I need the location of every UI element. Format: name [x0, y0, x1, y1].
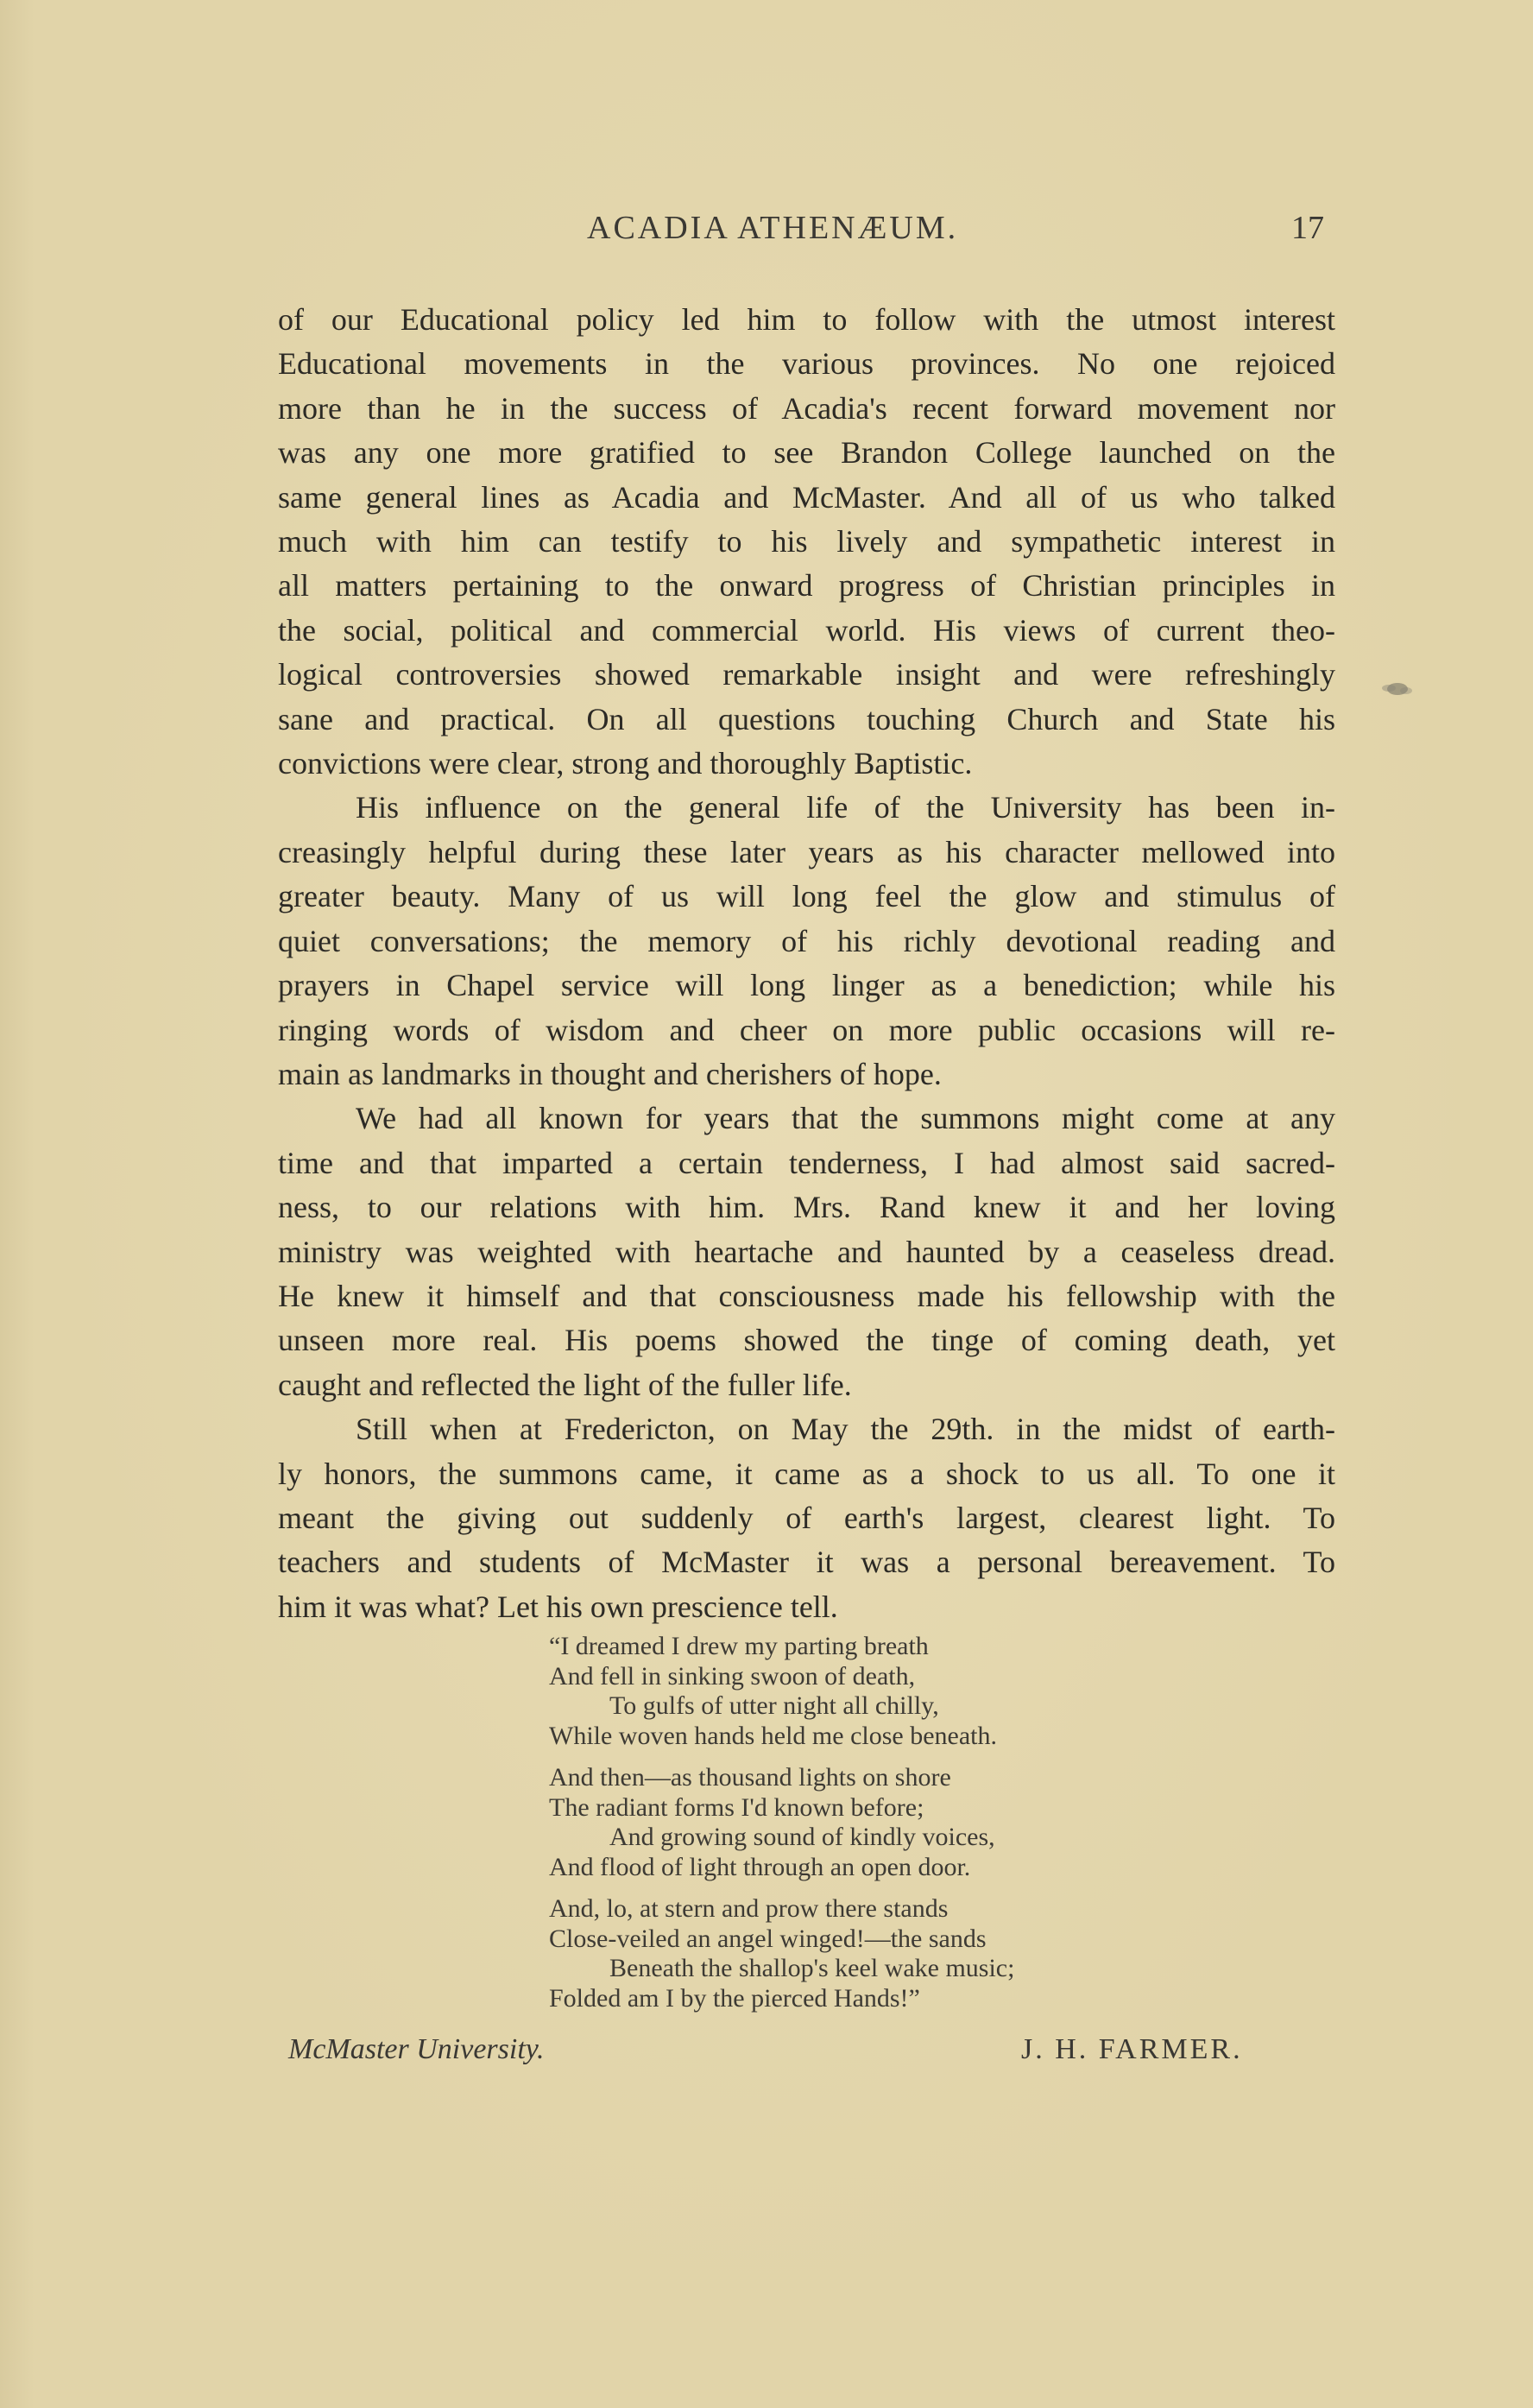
signature-place: McMaster University. [288, 2033, 545, 2065]
text-line: prayers in Chapel service will long linger as a benediction; while his [278, 968, 1335, 1003]
text-line: Still when at Fredericton, on May the 29th. in the midst of earth- [356, 1412, 1335, 1447]
paragraph [278, 786, 1335, 1097]
text-line: meant the giving out suddenly of earth's largest, clearest light. To [278, 1500, 1335, 1535]
text-line: quiet conversations; the memory of his richly devotional reading and [278, 923, 1335, 958]
text-line: more than he in the success of Acadia's recent forward movement nor [278, 390, 1335, 426]
text-line: him it was what? Let his own prescience tell. [278, 1589, 838, 1624]
poem-stanza [549, 1763, 1170, 1882]
text-line: ness, to our relations with him. Mrs. Rand knew it and her loving [278, 1190, 1335, 1225]
text-line: same general lines as Acadia and McMaster. And all of us who talked [278, 479, 1335, 515]
text-line: Educational movements in the various provinces. No one rejoiced [278, 346, 1335, 382]
poem-line: Folded am I by the pierced Hands!” [549, 1983, 920, 2013]
page-number: 17 [1291, 210, 1324, 246]
text-line: creasingly helpful during these later years as his character mellowed into [278, 834, 1335, 869]
ink-blot-mark [1375, 678, 1416, 700]
text-line: unseen more real. His poems showed the tinge of coming death, yet [278, 1323, 1335, 1358]
poem-line: The radiant forms I'd known before; [549, 1792, 924, 1822]
poem-line: And growing sound of kindly voices, [609, 1823, 995, 1851]
text-line: main as landmarks in thought and cherishers of hope. [278, 1056, 942, 1091]
text-line: He knew it himself and that consciousness made his fellowship with the [278, 1278, 1335, 1313]
text-line: We had all known for years that the summons might come at any [356, 1101, 1335, 1136]
text-line: caught and reflected the light of the fuller life. [278, 1367, 852, 1402]
text-line: of our Educational policy led him to follow with the utmost interest [278, 302, 1335, 337]
poem-line: And then—as thousand lights on shore [549, 1763, 951, 1792]
poem-line: And, lo, at stern and prow there stands [549, 1894, 949, 1923]
poem-line: While woven hands held me close beneath. [549, 1721, 997, 1750]
text-line: ministry was weighted with heartache and haunted by a ceaseless dread. [278, 1234, 1335, 1269]
text-line: teachers and students of McMaster it was a personal bereavement. To [278, 1545, 1335, 1580]
article-body [278, 298, 1335, 1629]
text-line: convictions were clear, strong and thoroughly Baptistic. [278, 746, 973, 781]
poem-line: “I dreamed I drew my parting breath [549, 1632, 929, 1660]
poem [549, 1632, 1170, 2026]
text-line: ringing words of wisdom and cheer on more public occasions will re- [278, 1012, 1335, 1047]
journal-title: ACADIA ATHENÆUM. [587, 210, 959, 246]
paragraph [278, 1407, 1335, 1629]
text-line: ly honors, the summons came, it came as a shock to us all. To one it [278, 1456, 1335, 1491]
running-head [0, 209, 1533, 252]
poem-stanza [549, 1632, 1170, 1751]
text-line: the social, political and commercial world. His views of current theo- [278, 612, 1335, 648]
text-line: logical controversies showed remarkable insight and were refreshingly [278, 657, 1335, 692]
text-line: was any one more gratified to see Brandon College launched on the [278, 435, 1335, 471]
poem-line: And flood of light through an open door. [549, 1852, 971, 1881]
signature-author: J. H. FARMER. [1021, 2033, 1243, 2065]
text-line: much with him can testify to his lively and sympathetic interest in [278, 524, 1335, 559]
text-line: time and that imparted a certain tenderness, I had almost said sacred- [278, 1145, 1335, 1180]
poem-line: Beneath the shallop's keel wake music; [609, 1954, 1015, 1982]
poem-stanza [549, 1894, 1170, 2013]
poem-line: Close-veiled an angel winged!—the sands [549, 1924, 987, 1953]
paragraph [278, 298, 1335, 786]
poem-line: To gulfs of utter night all chilly, [609, 1691, 939, 1720]
poem-line: And fell in sinking swoon of death, [549, 1661, 916, 1691]
text-line: greater beauty. Many of us will long feel the glow and stimulus of [278, 879, 1335, 914]
text-line: sane and practical. On all questions touching Church and State his [278, 701, 1335, 736]
paragraph [278, 1097, 1335, 1407]
text-line: His influence on the general life of the University has been in- [356, 790, 1335, 825]
text-line: all matters pertaining to the onward progress of Christian principles in [278, 568, 1335, 604]
